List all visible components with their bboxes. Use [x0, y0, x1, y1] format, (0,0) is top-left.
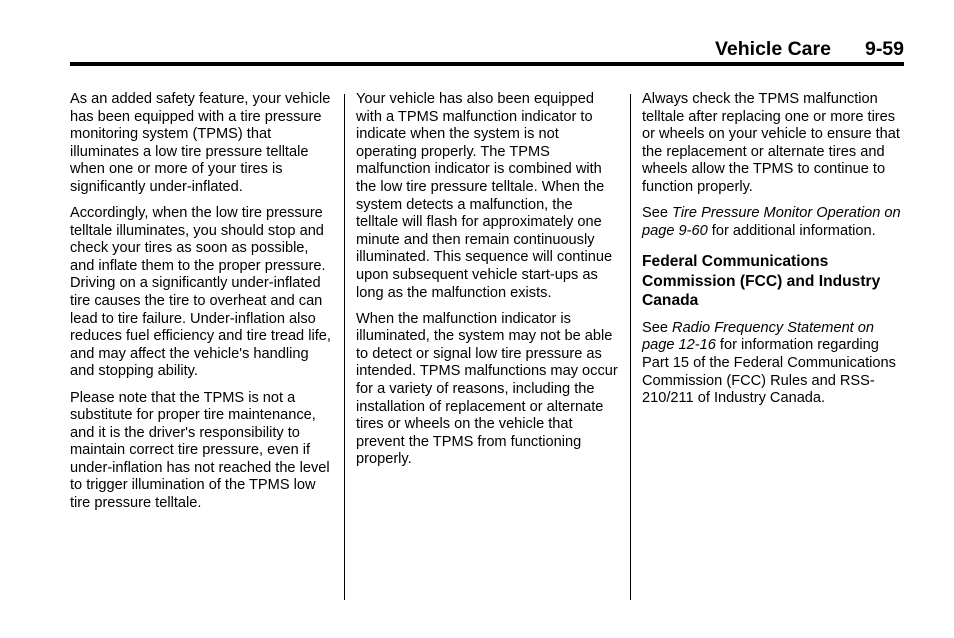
paragraph: Please note that the TPMS is not a substitute for proper tire maintenance, and it is the driver's responsibility to maintain correct tire pressure, even if under-inflation has not reached the level to trigger illumination of the TPMS low tire pressure telltale. [70, 389, 330, 512]
section-heading: Federal Communications Commission (FCC) and Industry Canada [642, 253, 881, 310]
cross-reference-link[interactable]: Radio Frequency Statement on page 12-16 [642, 319, 875, 354]
section-title: Vehicle Care [714, 38, 831, 60]
page-number: 9-59 [864, 38, 904, 60]
paragraph [642, 320, 904, 408]
column-2 [356, 91, 618, 477]
paragraph: As an added safety feature, your vehicle has been equipped with a tire pressure monitoring system (TPMS) that illuminates a low tire pressure telltale when one or more of your tires is significantly under-inflated. [70, 91, 331, 195]
column-divider [344, 94, 345, 600]
column-divider [630, 94, 631, 600]
column-3 [642, 91, 904, 416]
text: for information regarding Part 15 of the Federal Communications Commission (FCC) Rules and RSS-210/211 of Industry Canada. [642, 337, 896, 407]
cross-reference-link[interactable]: Tire Pressure Monitor Operation on page 9-60 [642, 205, 901, 239]
header-rule [70, 62, 904, 66]
paragraph [642, 205, 904, 240]
paragraph: When the malfunction indicator is illuminated, the system may not be able to detect or signal low tire pressure as intended. TPMS malfunctions may occur for a variety of reasons, including the installation of replacement or alternate tires or wheels on the vehicle that prevent the TPMS from functioning properly. [356, 310, 618, 468]
text: See [642, 205, 673, 222]
page-header [70, 38, 904, 62]
paragraph: Always check the TPMS malfunction telltale after replacing one or more tires or wheels on your vehicle to ensure that the replacement or alternate tires and wheels allow the TPMS to continue to function properly. [642, 91, 900, 195]
text: See [642, 319, 673, 336]
paragraph: Accordingly, when the low tire pressure telltale illuminates, you should stop and check your tires as soon as possible, and inflate them to the proper pressure. Driving on a significantly under-inflated tire causes the tire to overheat and can lead to tire failure. Under-inflation also reduces fuel efficiency and tire tread life, and may affect the vehicle's handling and stopping ability. [70, 205, 331, 380]
column-1 [70, 91, 332, 521]
text: for additional information. [707, 222, 876, 239]
paragraph: Your vehicle has also been equipped with a TPMS malfunction indicator to indicate when the system is not operating properly. The TPMS malfunction indicator is combined with the low tire pressure telltale. When the system detects a malfunction, the telltale will flash for approximately one minute and then remain continuously illuminated. This sequence will continue upon subsequent vehicle start-ups as long as the malfunction exists. [356, 91, 613, 301]
